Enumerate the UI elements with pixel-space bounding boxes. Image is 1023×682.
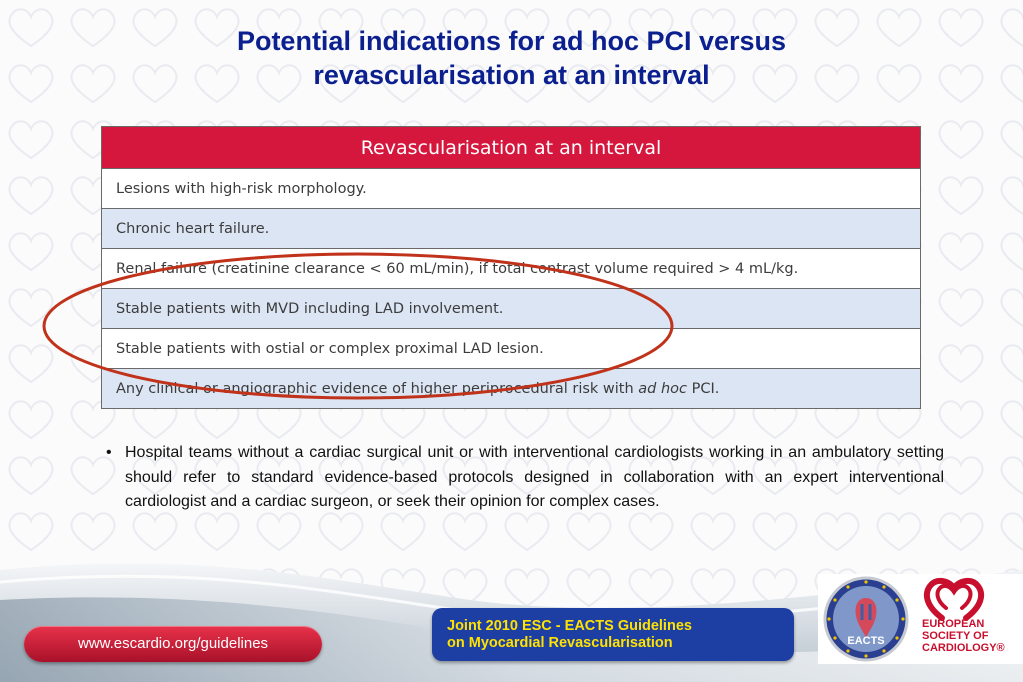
table-cell: Stable patients with MVD including LAD involvement. — [102, 289, 921, 329]
table-cell: Renal failure (creatinine clearance < 60 mL/min), if total contrast volume required > 4 mL/kg. — [102, 249, 921, 289]
table-cell: Chronic heart failure. — [102, 209, 921, 249]
table-row — [102, 249, 921, 289]
esc-heart-icon — [922, 574, 986, 622]
table-row — [102, 369, 921, 409]
slide-title-line-1: Potential indications for ad hoc PCI versus — [236, 26, 787, 56]
esc-logo-line-1: EUROPEAN — [922, 618, 985, 630]
bullet-text: Hospital teams without a cardiac surgical unit or with interventional cardiologists working in an ambulatory setting should refer to standard evidence-based protocols designed in collaboration with an expert interventional cardiologist and a cardiac surgeon, or seek their opinion for complex cases. — [125, 444, 944, 510]
indications-table — [101, 126, 921, 409]
table-row — [102, 169, 921, 209]
bullet-paragraph — [106, 441, 944, 515]
table-cell-text: Any clinical or angiographic evidence of higher periprocedural risk with — [116, 380, 639, 397]
table-row — [102, 329, 921, 369]
esc-logo-line-3: CARDIOLOGY® — [922, 642, 1005, 654]
table-cell — [102, 369, 921, 409]
guidelines-title-box — [432, 608, 794, 661]
esc-logo-text — [922, 618, 1022, 654]
guidelines-url-link[interactable]: www.escardio.org/guidelines — [24, 626, 322, 662]
eacts-logo — [818, 576, 914, 662]
guidelines-line-2: on Myocardial Revascularisation — [447, 635, 673, 651]
guidelines-line-1: Joint 2010 ESC - EACTS Guidelines — [447, 618, 692, 634]
table-header: Revascularisation at an interval — [102, 127, 921, 169]
table-row — [102, 209, 921, 249]
table-cell-text-end: PCI. — [687, 380, 720, 397]
table-cell-italic: ad hoc — [638, 380, 688, 397]
logos-area — [818, 574, 1023, 664]
table-cell: Lesions with high-risk morphology. — [102, 169, 921, 209]
eacts-logo-text: EACTS — [847, 635, 885, 647]
table-row — [102, 289, 921, 329]
bullet-symbol: • — [106, 444, 112, 461]
esc-logo-line-2: SOCIETY OF — [922, 630, 989, 642]
table-cell: Stable patients with ostial or complex proximal LAD lesion. — [102, 329, 921, 369]
slide-title-line-2: revascularisation at an interval — [313, 60, 710, 90]
slide-title — [0, 24, 1023, 92]
